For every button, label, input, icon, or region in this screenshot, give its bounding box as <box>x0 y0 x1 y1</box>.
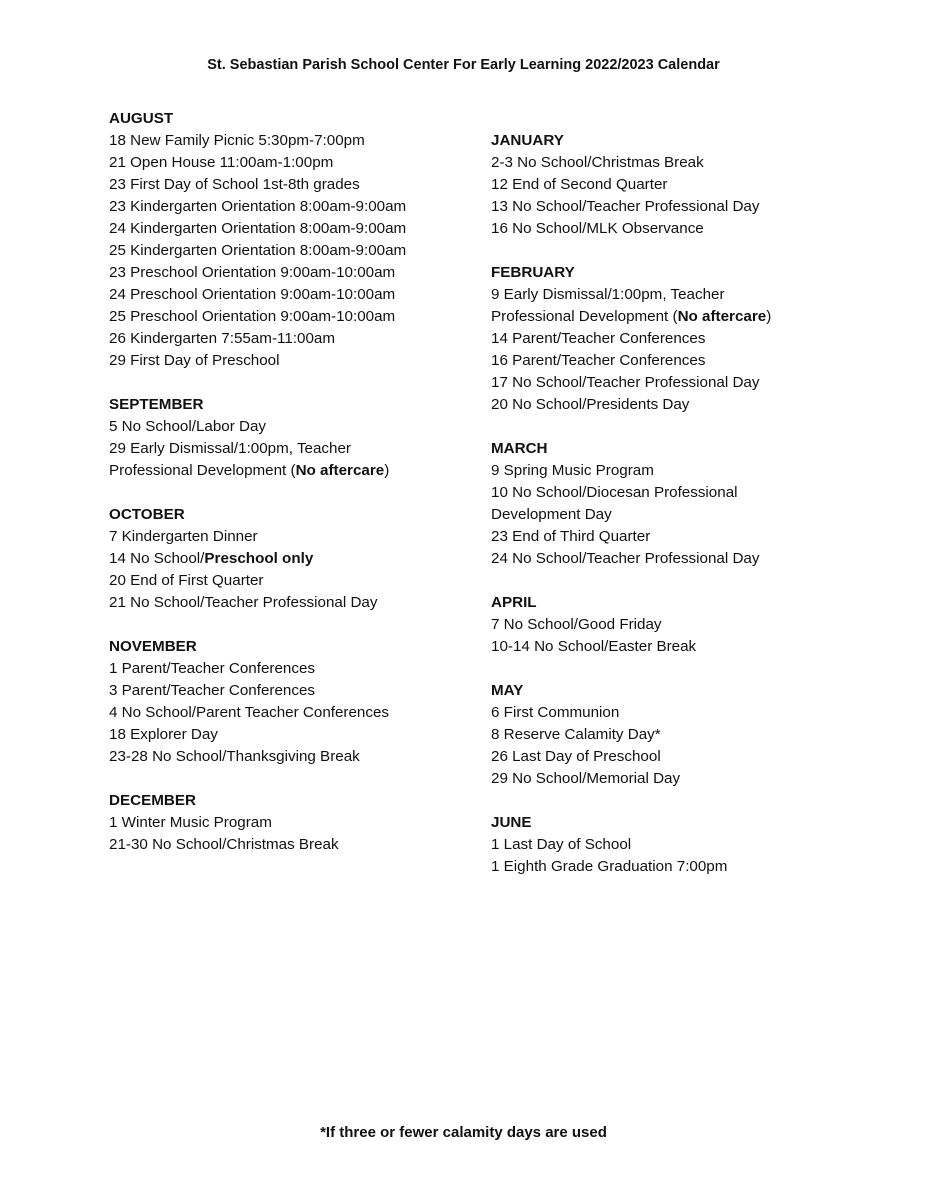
month-heading: SEPTEMBER <box>109 396 204 413</box>
event-item: 20 End of First Quarter <box>109 572 264 589</box>
event-text: Professional Development ( <box>491 308 678 325</box>
event-item: 3 Parent/Teacher Conferences <box>109 682 315 699</box>
event-item: 1 Eighth Grade Graduation 7:00pm <box>491 858 728 875</box>
event-item: 10 No School/Diocesan Professional <box>491 484 738 501</box>
event-item: 10-14 No School/Easter Break <box>491 638 697 655</box>
month-heading: FEBRUARY <box>491 264 575 281</box>
event-item: 16 Parent/Teacher Conferences <box>491 352 706 369</box>
right-column <box>491 130 821 900</box>
month-october <box>109 504 479 614</box>
month-heading: NOVEMBER <box>109 638 197 655</box>
month-heading: MARCH <box>491 440 548 457</box>
event-item <box>109 548 479 570</box>
page-title: St. Sebastian Parish School Center For Early Learning 2022/2023 Calendar <box>207 57 720 73</box>
month-december <box>109 790 479 856</box>
no-aftercare-note: No aftercare <box>295 462 385 479</box>
event-item: 6 First Communion <box>491 704 620 721</box>
month-heading: OCTOBER <box>109 506 185 523</box>
event-item: 23 Preschool Orientation 9:00am-10:00am <box>109 264 396 281</box>
month-january <box>491 130 821 240</box>
preschool-only-note: Preschool only <box>204 550 314 567</box>
event-item: 25 Preschool Orientation 9:00am-10:00am <box>109 308 396 325</box>
month-november <box>109 636 479 768</box>
event-item: 18 Explorer Day <box>109 726 218 743</box>
event-item: 23-28 No School/Thanksgiving Break <box>109 748 360 765</box>
no-aftercare-note: No aftercare <box>677 308 767 325</box>
event-item: 9 Spring Music Program <box>491 462 654 479</box>
event-item: 14 Parent/Teacher Conferences <box>491 330 706 347</box>
event-item: 1 Parent/Teacher Conferences <box>109 660 315 677</box>
event-text: 14 No School/ <box>109 550 205 567</box>
event-item-continued: Development Day <box>491 506 612 523</box>
month-april <box>491 592 821 658</box>
event-item: 9 Early Dismissal/1:00pm, Teacher <box>491 286 725 303</box>
month-september <box>109 394 479 482</box>
month-heading: APRIL <box>491 594 537 611</box>
event-item: 20 No School/Presidents Day <box>491 396 690 413</box>
event-item: 18 New Family Picnic 5:30pm-7:00pm <box>109 132 365 149</box>
event-item: 24 Kindergarten Orientation 8:00am-9:00am <box>109 220 407 237</box>
event-item: 24 No School/Teacher Professional Day <box>491 550 760 567</box>
event-item: 5 No School/Labor Day <box>109 418 267 435</box>
event-item-continued <box>491 306 821 328</box>
event-item: 23 Kindergarten Orientation 8:00am-9:00am <box>109 198 407 215</box>
month-august <box>109 108 479 372</box>
month-february <box>491 262 821 416</box>
event-item: 1 Winter Music Program <box>109 814 272 831</box>
event-item: 21 No School/Teacher Professional Day <box>109 594 378 611</box>
event-item: 1 Last Day of School <box>491 836 632 853</box>
month-june <box>491 812 821 878</box>
event-item: 29 Early Dismissal/1:00pm, Teacher <box>109 440 351 457</box>
event-item: 13 No School/Teacher Professional Day <box>491 198 760 215</box>
event-item: 8 Reserve Calamity Day* <box>491 726 661 743</box>
event-text: Professional Development ( <box>109 462 296 479</box>
event-item: 23 End of Third Quarter <box>491 528 651 545</box>
event-text: ) <box>384 462 390 479</box>
month-heading: AUGUST <box>109 110 174 127</box>
event-item: 17 No School/Teacher Professional Day <box>491 374 760 391</box>
month-heading: JUNE <box>491 814 532 831</box>
event-item: 2-3 No School/Christmas Break <box>491 154 704 171</box>
event-item-continued <box>109 460 479 482</box>
event-item: 29 First Day of Preschool <box>109 352 280 369</box>
month-may <box>491 680 821 790</box>
event-item: 21-30 No School/Christmas Break <box>109 836 339 853</box>
event-item: 23 First Day of School 1st-8th grades <box>109 176 360 193</box>
event-item: 16 No School/MLK Observance <box>491 220 704 237</box>
event-item: 4 No School/Parent Teacher Conferences <box>109 704 390 721</box>
event-item: 7 No School/Good Friday <box>491 616 662 633</box>
event-item: 21 Open House 11:00am-1:00pm <box>109 154 334 171</box>
event-item: 29 No School/Memorial Day <box>491 770 681 787</box>
event-item: 26 Last Day of Preschool <box>491 748 661 765</box>
event-item: 7 Kindergarten Dinner <box>109 528 258 545</box>
event-item: 25 Kindergarten Orientation 8:00am-9:00am <box>109 242 407 259</box>
month-march <box>491 438 821 570</box>
event-text: ) <box>766 308 772 325</box>
left-column <box>109 108 479 878</box>
calamity-footnote: *If three or fewer calamity days are used <box>320 1124 607 1141</box>
month-heading: JANUARY <box>491 132 564 149</box>
month-heading: DECEMBER <box>109 792 196 809</box>
month-heading: MAY <box>491 682 524 699</box>
event-item: 12 End of Second Quarter <box>491 176 668 193</box>
event-item: 26 Kindergarten 7:55am-11:00am <box>109 330 335 347</box>
event-item: 24 Preschool Orientation 9:00am-10:00am <box>109 286 396 303</box>
